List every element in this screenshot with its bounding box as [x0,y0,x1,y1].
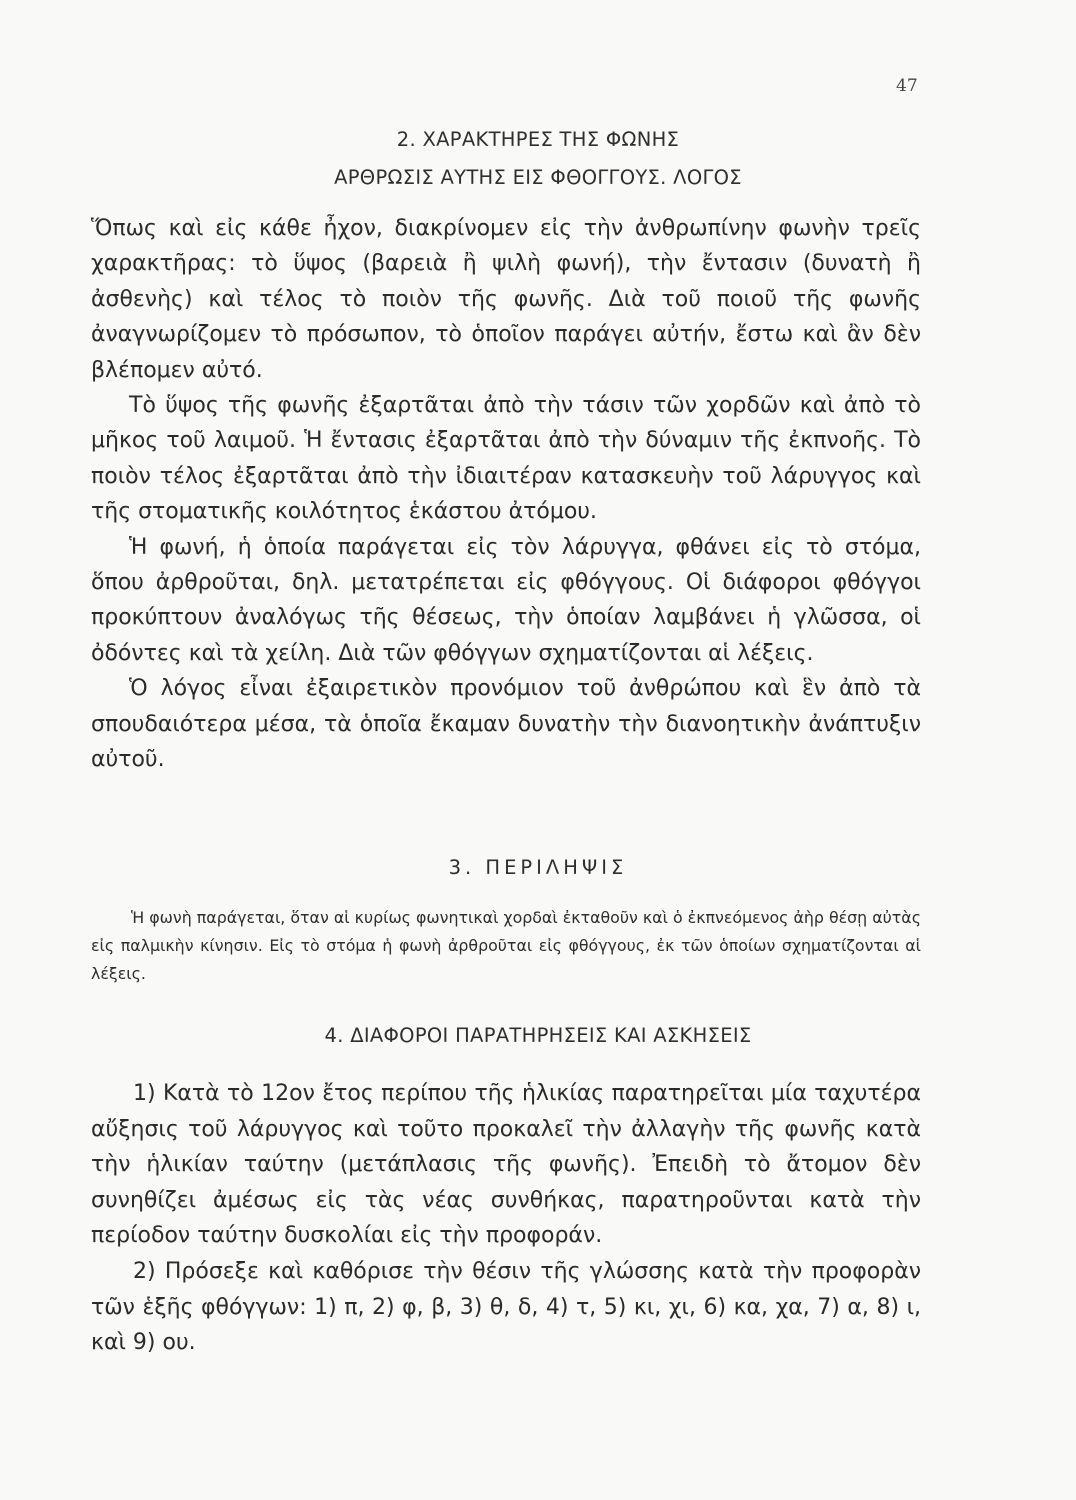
paragraph: Τὸ ὕψος τῆς φωνῆς ἐξαρτᾶται ἀπὸ τὴν τάσιν τῶν χορδῶν καὶ ἀπὸ τὸ μῆκος τοῦ λαιμοῦ. Ἡ ἔντασις ἐξαρτᾶται ἀπὸ τὴν δύναμιν τῆς ἐκπνοῆς. Τὸ ποιὸν τέλος ἐξαρτᾶται ἀπὸ τὴν ἰδιαιτέραν κατασκευὴν τοῦ λάρυγγος καὶ τῆς στοματικῆς κοιλότητος ἑκάστου ἀτόμου. [91,393,921,525]
paragraph: Ὁ λόγος εἶναι ἐξαιρετικὸν προνόμιον τοῦ ἀνθρώπου καὶ ἓν ἀπὸ τὰ σπουδαιότερα μέσα, τὰ ὁποῖα ἔκαμαν δυνατὴν τὴν διανοητικὴν ἀνάπτυξιν αὐτοῦ. [91,676,921,773]
section-2-subtitle: ΑΡΘΡΩΣΙΣ ΑΥΤΗΣ ΕΙΣ ΦΘΟΓΓΟΥΣ. ΛΟΓΟΣ [334,166,742,189]
exercise-item: 2) Πρόσεξε καὶ καθόρισε τὴν θέσιν τῆς γλώσσης κατὰ τὴν προφορὰν τῶν ἑξῆς φθόγγων: 1) π, 2) φ, β, 3) θ, δ, 4) τ, 5) κι, χι, 6) κα, χα, 7) α, 8) ι, καὶ 9) ου. [91,1258,921,1356]
paragraph: Ὅπως καὶ εἰς κάθε ἦχον, διακρίνομεν εἰς τὴν ἀνθρωπίνην φωνὴν τρεῖς χαρακτῆρας: τὸ ὕψος (βαρειὰ ἢ ψιλὴ φωνή), τὴν ἔντασιν (δυνατὴ ἢ ἀσθενὴς) καὶ τέλος τὸ ποιὸν τῆς φωνῆς. Διὰ τοῦ ποιοῦ τῆς φωνῆς ἀναγνωρίζομεν τὸ πρόσωπον, τὸ ὁποῖον παράγει αὐτήν, ἔστω καὶ ἂν δὲν βλέπομεν αὐτό. [91,216,921,383]
summary-text: Ἡ φωνὴ παράγεται, ὅταν αἱ κυρίως φωνητικαὶ χορδαὶ ἐκταθοῦν καὶ ὁ ἐκπνεόμενος ἀὴρ θέσῃ αὐτὰς εἰς παλμικὴν κίνησιν. Εἰς τὸ στόμα ἡ φωνὴ ἀρθροῦται εἰς φθόγγους, ἐκ τῶν ὁποίων σχηματίζονται αἱ λέξεις. [91,908,921,983]
section-2-title: 2. ΧΑΡΑΚΤΗΡΕΣ ΤΗΣ ΦΩΝΗΣ [396,128,680,151]
exercises-block [91,1076,921,1361]
section-4-title: 4. ΔΙΑΦΟΡΟΙ ΠΑΡΑΤΗΡΗΣΕΙΣ ΚΑΙ ΑΣΚΗΣΕΙΣ [324,1024,752,1047]
paragraph: Ἡ φωνή, ἡ ὁποία παράγεται εἰς τὸν λάρυγγα, φθάνει εἰς τὸ στόμα, ὅπου ἀρθροῦται, δηλ. μετατρέπεται εἰς φθόγγους. Οἱ διάφοροι φθόγγοι προκύπτουν ἀναλόγως τῆς θέσεως, τὴν ὁποίαν λαμβάνει ἡ γλῶσσα, οἱ ὀδόντες καὶ τὰ χείλη. Διὰ τῶν φθόγγων σχηματίζονται αἱ λέξεις. [91,534,921,666]
page-number: 47 [896,76,918,96]
summary-block [91,904,921,988]
section-2-body [91,211,921,778]
section-3-title: 3. ΠΕΡΙΛΗΨΙΣ [448,856,628,879]
exercise-item: 1) Κατὰ τὸ 12ον ἔτος περίπου τῆς ἡλικίας παρατηρεῖται μία ταχυτέρα αὔξησις τοῦ λάρυγγος καὶ τοῦτο προκαλεῖ τὴν ἀλλαγὴν τῆς φωνῆς κατὰ τὴν ἡλικίαν ταύτην (μετάπλασις τῆς φωνῆς). Ἐπειδὴ τὸ ἄτομον δὲν συνηθίζει ἀμέσως εἰς τὰς νέας συνθήκας, παρατηροῦνται κατὰ τὴν περίοδον ταύτην δυσκολίαι εἰς τὴν προφοράν. [91,1081,921,1249]
